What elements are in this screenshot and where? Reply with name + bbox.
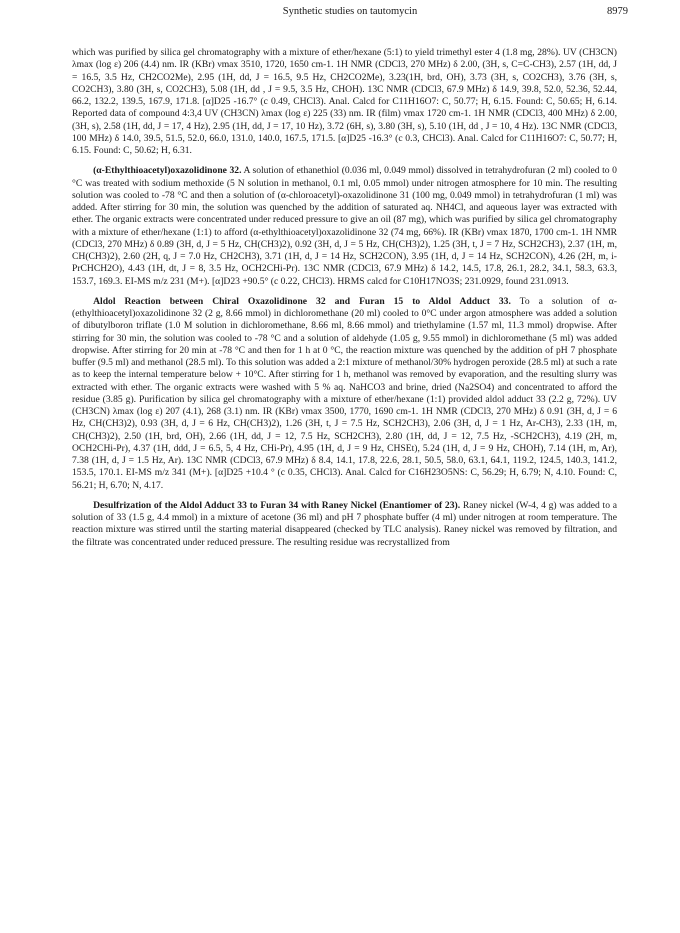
paragraph-heading: Aldol Reaction between Chiral Oxazolidinone 32 and Furan 15 to Aldol Adduct 33. <box>93 295 511 307</box>
paragraph-text: To a solution of α-(ethylthioacetyl)oxazolidinone 32 (2 g, 8.66 mmol) in dichloromethane (20 ml) cooled to 0°C under argon atmosphere was added a solution of dibutylboron triflate (1.0 M solution in dichloromethane, 8.66 ml, 8.66 mmol) and triethylamine (1.57 ml, 11.3 mmol) dropwise. After stirring for 30 min, the solution was cooled to -78 °C and a solution of aldehyde (1.05 g, 9.55 mmol) in dichloromethane (5 ml) was added dropwise. After stirring for 20 min at -78 °C and then for 1 h at 0 °C, the reaction mixture was quenched by the addition of pH 7 phosphate buffer (9.5 ml) and methanol (28.5 ml). To this solution was added a 2:1 mixture of methanol/30% hydrogen peroxide (28.5 ml) at such a rate as to keep the internal temperature below + 10°C. After stirring for 1 h, methanol was removed by evaporation, and the resulting slurry was extracted with ether. The organic extracts were washed with 5 % aq. NaHCO3 and brine, dried (Na2SO4) and concentrated to afford the residue (3.85 g). Purification by silica gel chromatography with a mixture of ether/hexane (1:1) provided aldol adduct 33 (2.2 g, 72%). UV (CH3CN) λmax (log ε) 207 (4.1), 268 (3.1) nm. IR (KBr) νmax 3500, 1770, 1690 cm-1. 1H NMR (CDCl3, 270 MHz) δ 0.91 (3H, d, J = 6 Hz, CH(CH3)2), 0.93 (3H, d, J = 6 Hz, CH(CH3)2), 1.26 (3H, t, J = 7.5 Hz, SCH2CH3), 2.06 (3H, d, J = 1 Hz, Ar-CH3), 2.33 (1H, m, CH(CH3)2), 2.50 (1H, brd, OH), 2.66 (1H, dd, J = 12, 7.5 Hz, SCH2CH3), 2.80 (1H, dd, J = 12, 7.5 Hz, -SCH2CH3), 4.19 (2H, m, OCH2CHi-Pr), 4.37 (1H, ddd, J = 6.5, 5, 4 Hz, CHi-Pr), 4.95 (1H, d, J = 9 Hz, CHSEt), 5.24 (1H, d, J = 9 Hz, CHOH), 7.14 (1H, m, Ar), 7.38 (1H, d, J = 1.5 Hz, Ar). 13C NMR (CDCl3, 67.9 MHz) δ 8.4, 14.1, 17.8, 22.6, 28.1, 50.5, 58.0, 63.1, 64.1, 119.2, 124.5, 140.3, 141.2, 153.5, 170.1. EI-MS m/z 341 (M+). [α]D25 +10.4 ° (c 0.35, CHCl3). Anal. Calcd for C16H23O5NS: C, 56.29; H, 6.79; N, 4.10. Found: C, 56.21; H, 6.70; N, 4.17. <box>72 295 617 491</box>
body-text <box>72 47 617 549</box>
running-title: Synthetic studies on tautomycin <box>282 6 418 17</box>
running-head <box>72 6 628 20</box>
paragraph-text: A solution of ethanethiol (0.036 ml, 0.049 mmol) dissolved in tetrahydrofuran (2 ml) cooled to 0 °C was treated with sodium methoxide (5 N solution in methanol, 0.1 ml, 0.05 mmol) under nitrogen atmosphere for 10 min. The resulting solution was cooled to -78 °C and then a solution of (α-chloroacetyl)-oxazolidinone 31 (100 mg, 0.049 mmol) in tetrahydrofuran (1 ml) was added. After stirring for 30 min, the solution was quenched by the addition of saturated aq. NH4Cl, and aqueous layer was extracted with ether. The organic extracts were concentrated under reduced pressure to give an oil (87 mg), which was purified by silica gel chromatography with a mixture of ether/hexane (1:1) to afford (α-ethylthioacetyl)oxazolidinone 32 (74 mg, 66%). IR (KBr) νmax 1870, 1700 cm-1. 1H NMR (CDCl3, 270 MHz) δ 0.89 (3H, d, J = 5 Hz, CH(CH3)2), 0.92 (3H, d, J = 5 Hz, CH(CH3)2), 1.25 (3H, t, J = 7 Hz, SCH2CH3), 2.37 (1H, m, CH(CH3)2), 2.60 (2H, q, J = 7.0 Hz, CH2CH3), 3.71 (1H, d, J = 14 Hz, SCH2CON), 3.95 (1H, d, J = 14 Hz, SCH2CON), 4.26 (2H, m, i-PrCHCH2O), 4.43 (1H, dt, J = 8, 3.5 Hz, OCH2CHi-Pr). 13C NMR (CDCl3, 67.9 MHz) δ 14.2, 14.5, 17.8, 26.1, 28.2, 34.1, 58.3, 63.3, 153.7, 169.3. EI-MS m/z 231 (M+). [α]D23 +90.5° (c 0.22, CHCl3). HRMS calcd for C10H17NO3S; 231.0929, found 231.0913. <box>72 165 617 287</box>
paragraph-heading: Desulfrization of the Aldol Adduct 33 to Furan 34 with Raney Nickel (Enantiomer of 23). <box>93 499 461 511</box>
paragraph-text: which was purified by silica gel chromatography with a mixture of ether/hexane (5:1) to yield trimethyl ester 4 (1.8 mg, 28%). UV (CH3CN) λmax (log ε) 206 (4.4) nm. IR (KBr) νmax 3510, 1720, 1650 cm-1. 1H NMR (CDCl3, 270 MHz) δ 2.00, (3H, s, C=C-CH3), 2.57 (1H, dd, J = 16.5, 3.5 Hz, CH2CO2Me), 2.95 (1H, dd, J = 16.5, 9.5 Hz, CH2CO2Me), 3.23(1H, brd, OH), 3.73 (3H, s, CO2CH3), 3.76 (3H, s, CO2CH3), 3.80 (3H, s, CO2CH3), 5.08 (1H, dd , J = 9.5, 3.5 Hz, CHOH). 13C NMR (CDCl3, 67.9 MHz) δ 14.9, 39.8, 52.0, 52.36, 52.44, 66.2, 132.2, 139.5, 167.9, 171.8. [α]D25 -16.7° (c 0.49, CHCl3). Anal. Calcd for C11H16O7: C, 50.77; H, 6.15. Found: C, 50.65; H, 6.14. Reported data of compound 4:3,4 UV (CH3CN) λmax (log ε) 225 (33) nm. IR (film) νmax 1720 cm-1. 1H NMR (CDCl3, 400 MHz) δ 2.00, (3H, s), 2.58 (1H, dd, J = 17, 4 Hz), 2.95 (1H, dd, J = 17, 10 Hz), 3.72 (6H, s), 3.80 (3H, s), 5.10 (1H, dd , J = 10, 4 Hz). 13C NMR (CDCl3, 100 MHz) δ 14.0, 39.5, 51.5, 52.0, 66.0, 131.0, 140.0, 167.5, 171.5. [α]D25 -16.3° (c 0.3, CHCl3). Anal. Calcd for C11H16O7: C, 50.77; H, 6.15. Found: C, 50.62; H, 6.31. <box>72 47 617 156</box>
paragraph-desulfurization <box>72 500 617 549</box>
paragraph-ester-4-data <box>72 47 617 157</box>
paragraph-aldol-reaction <box>72 296 617 492</box>
paragraph-text: Raney nickel (W-4, 4 g) was added to a solution of 33 (1.5 g, 4.4 mmol) in a mixture of acetone (36 ml) and pH 7 phosphate buffer (4 ml) under nitrogen at room temperature. The reaction mixture was stirred until the starting material disappeared (checked by TLC analysis). Raney nickel was removed by filtration, and the filtrate was concentrated under reduced pressure. The resulting residue was recrystallized from <box>72 499 617 548</box>
paragraph-oxazolidinone-32 <box>72 165 617 288</box>
paragraph-heading: (α-Ethylthioacetyl)oxazolidinone 32. <box>93 165 242 177</box>
page-number: 8979 <box>607 6 628 17</box>
